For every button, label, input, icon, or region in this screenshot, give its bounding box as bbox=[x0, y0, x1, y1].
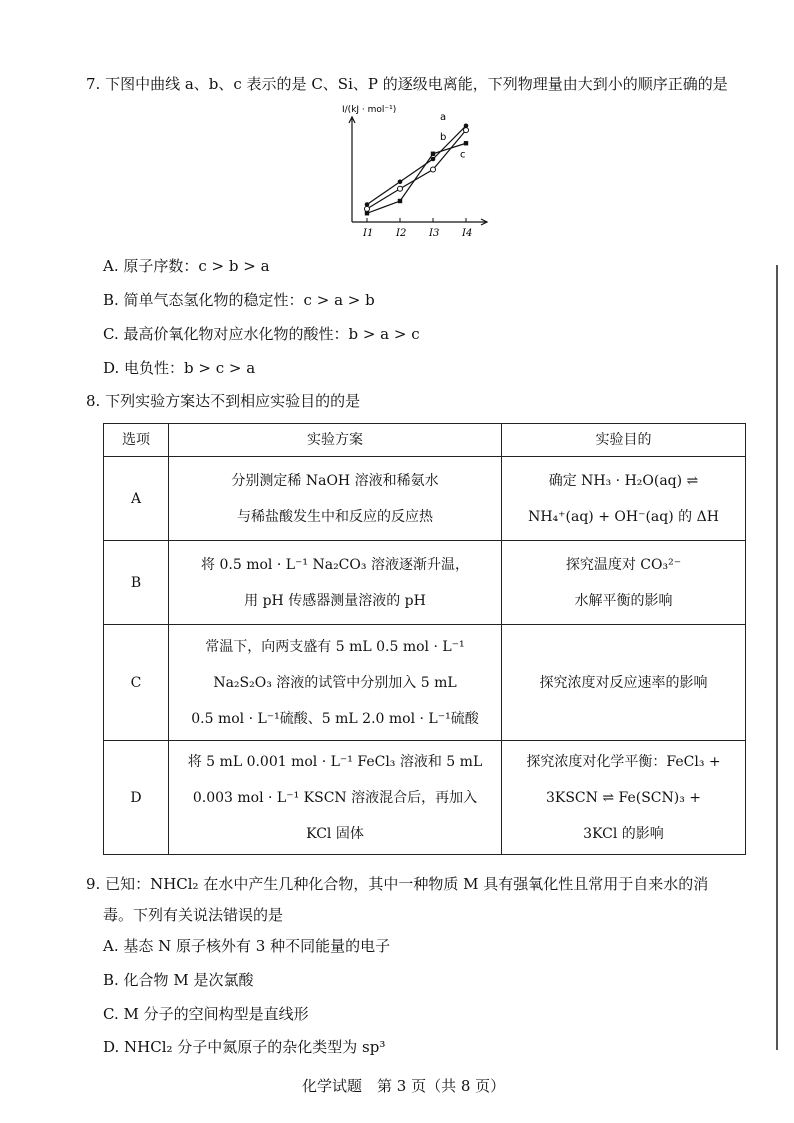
data-point-c bbox=[398, 199, 402, 203]
row-d-option: D bbox=[104, 741, 169, 855]
row-a-goal-line: 确定 NH₃ · H₂O(aq) ⇌ bbox=[548, 472, 699, 489]
header-option: 选项 bbox=[104, 424, 169, 457]
table-row-a bbox=[104, 457, 746, 541]
row-b-goal-line: 探究温度对 CO₃²⁻ bbox=[565, 556, 682, 573]
q9-option-b: B. 化合物 M 是次氯酸 bbox=[103, 971, 254, 989]
q7-option-d: D. 电负性：b > c > a bbox=[103, 359, 256, 377]
row-c-option: C bbox=[104, 625, 169, 741]
data-point-b bbox=[365, 206, 370, 211]
series-line-b bbox=[367, 130, 466, 209]
series-label-c: c bbox=[460, 149, 466, 161]
row-d-plan-line: 0.003 mol · L⁻¹ KSCN 溶液混合后，再加入 bbox=[192, 789, 478, 806]
row-a-plan-line: 与稀盐酸发生中和反应的反应热 bbox=[237, 508, 433, 525]
q7-option-a: A. 原子序数：c > b > a bbox=[103, 257, 270, 275]
table-row-d bbox=[104, 741, 746, 855]
page-footer: 化学试题 第 3 页（共 8 页） bbox=[302, 1077, 506, 1095]
row-c-goal-line: 探究浓度对反应速率的影响 bbox=[539, 674, 708, 691]
row-c-plan-line: 0.5 mol · L⁻¹硫酸、5 mL 2.0 mol · L⁻¹硫酸 bbox=[191, 710, 479, 727]
data-point-c bbox=[464, 141, 468, 145]
row-d-goal-line: 3KSCN ⇌ Fe(SCN)₃ + bbox=[545, 789, 702, 806]
row-a-option: A bbox=[104, 457, 169, 541]
q7-option-c: C. 最高价氧化物对应水化物的酸性：b > a > c bbox=[103, 325, 420, 343]
data-point-c bbox=[365, 211, 369, 215]
row-b-plan bbox=[169, 541, 502, 625]
x-tick-label: I4 bbox=[462, 228, 473, 239]
row-c-goal bbox=[502, 625, 746, 741]
x-tick-label: I1 bbox=[363, 228, 374, 239]
data-point-b bbox=[464, 128, 469, 133]
series-label-b: b bbox=[440, 132, 447, 144]
row-a-plan bbox=[169, 457, 502, 541]
q7-stem: 7. 下图中曲线 a、b、c 表示的是 C、Si、P 的逐级电离能，下列物理量由大到小的顺序正确的是 bbox=[86, 75, 728, 93]
series-line-c bbox=[367, 143, 466, 213]
q8-stem: 8. 下列实验方案达不到相应实验目的的是 bbox=[86, 392, 361, 410]
data-point-b bbox=[398, 186, 403, 191]
margin-rule bbox=[776, 265, 778, 1050]
series-label-a: a bbox=[440, 111, 447, 123]
q9-option-a: A. 基态 N 原子核外有 3 种不同能量的电子 bbox=[103, 937, 391, 955]
ionization-energy-chart bbox=[330, 100, 500, 250]
q9-option-d: D. NHCl₂ 分子中氮原子的杂化类型为 sp³ bbox=[103, 1038, 386, 1056]
x-tick-label: I3 bbox=[429, 228, 440, 239]
data-point-a bbox=[431, 157, 436, 162]
header-plan: 实验方案 bbox=[169, 424, 502, 457]
q7-option-b: B. 简单气态氢化物的稳定性：c > a > b bbox=[103, 291, 375, 309]
series-line-a bbox=[367, 126, 466, 205]
row-b-goal-line: 水解平衡的影响 bbox=[574, 592, 673, 609]
row-c-plan bbox=[169, 625, 502, 741]
y-axis-label: I/(kJ · mol⁻¹) bbox=[342, 105, 397, 115]
q9-option-c: C. M 分子的空间构型是直线形 bbox=[103, 1005, 309, 1023]
row-d-goal-line: 探究浓度对化学平衡：FeCl₃ + bbox=[526, 753, 721, 770]
data-point-b bbox=[431, 167, 436, 172]
row-d-goal-line: 3KCl 的影响 bbox=[583, 825, 664, 842]
row-d-plan bbox=[169, 741, 502, 855]
q9-stem-line2: 毒。下列有关说法错误的是 bbox=[103, 906, 284, 924]
row-b-plan-line: 将 0.5 mol · L⁻¹ Na₂CO₃ 溶液逐渐升温， bbox=[201, 556, 469, 573]
row-b-plan-line: 用 pH 传感器测量溶液的 pH bbox=[244, 592, 426, 609]
q9-stem-line1: 9. 已知：NHCl₂ 在水中产生几种化合物，其中一种物质 M 具有强氧化性且常用于自来水的消 bbox=[86, 875, 709, 893]
data-point-c bbox=[431, 152, 435, 156]
data-point-a bbox=[398, 179, 403, 184]
table-row-c bbox=[104, 625, 746, 741]
row-c-plan-line: 常温下，向两支盛有 5 mL 0.5 mol · L⁻¹ bbox=[205, 638, 465, 655]
table-header-row bbox=[104, 424, 746, 457]
row-a-goal bbox=[502, 457, 746, 541]
x-tick-label: I2 bbox=[396, 228, 407, 239]
row-d-plan-line: KCl 固体 bbox=[306, 825, 364, 842]
header-goal: 实验目的 bbox=[502, 424, 746, 457]
row-a-goal-line: NH₄⁺(aq) + OH⁻(aq) 的 ΔH bbox=[528, 508, 719, 525]
row-d-plan-line: 将 5 mL 0.001 mol · L⁻¹ FeCl₃ 溶液和 5 mL bbox=[187, 753, 483, 770]
experiment-table bbox=[103, 423, 746, 855]
row-c-plan-line: Na₂S₂O₃ 溶液的试管中分别加入 5 mL bbox=[213, 674, 457, 691]
row-d-goal bbox=[502, 741, 746, 855]
row-b-option: B bbox=[104, 541, 169, 625]
table-row-b bbox=[104, 541, 746, 625]
row-b-goal bbox=[502, 541, 746, 625]
row-a-plan-line: 分别测定稀 NaOH 溶液和稀氨水 bbox=[231, 472, 439, 489]
